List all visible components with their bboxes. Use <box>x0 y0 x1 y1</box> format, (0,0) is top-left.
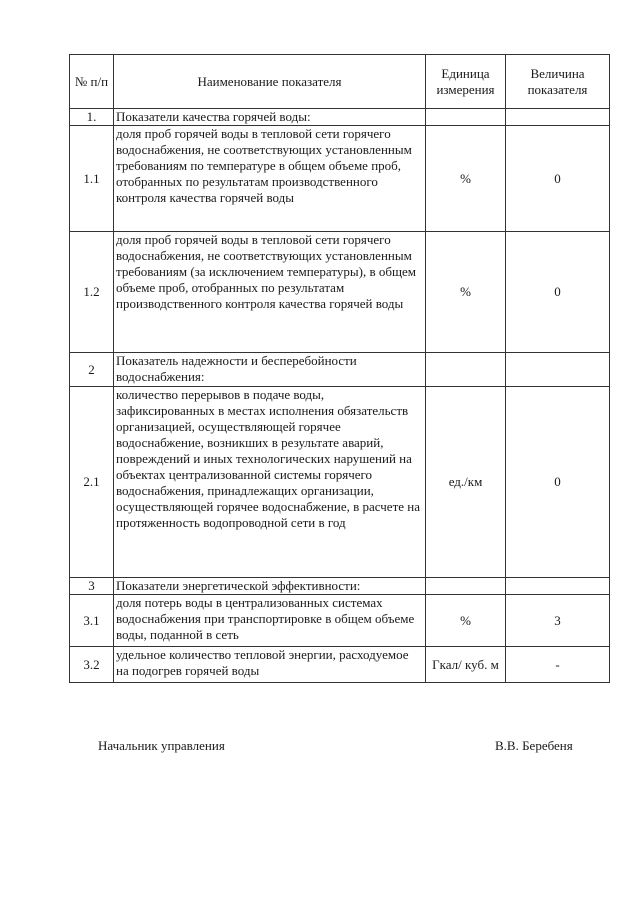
row-name: удельное количество тепловой энергии, расходуемое на подогрев горячей воды <box>114 647 426 683</box>
row-name: доля проб горячей воды в тепловой сети горячего водоснабжения, не соответствующих установленным требованиям по температуре в общем объеме проб, отобранных по результатам производственного контроля качества горячей воды <box>114 126 426 232</box>
table-header-row <box>70 55 610 109</box>
table-row <box>70 578 610 595</box>
row-num: 2 <box>70 353 114 387</box>
row-name: Показатели качества горячей воды: <box>114 109 426 126</box>
row-unit: % <box>426 232 506 353</box>
row-unit <box>426 578 506 595</box>
table-row <box>70 353 610 387</box>
row-unit <box>426 109 506 126</box>
row-num: 2.1 <box>70 387 114 578</box>
row-unit <box>426 353 506 387</box>
row-num: 3 <box>70 578 114 595</box>
table-row <box>70 126 610 232</box>
header-unit: Единица измерения <box>426 55 506 109</box>
table-row <box>70 595 610 647</box>
table-row <box>70 647 610 683</box>
row-num: 1.1 <box>70 126 114 232</box>
row-unit: ед./км <box>426 387 506 578</box>
signature-position: Начальник управления <box>98 738 225 753</box>
indicators-table <box>69 54 610 683</box>
row-value: 0 <box>506 232 610 353</box>
row-value: 3 <box>506 595 610 647</box>
header-num: № п/п <box>70 55 114 109</box>
row-unit: % <box>426 126 506 232</box>
row-num: 1. <box>70 109 114 126</box>
row-name: количество перерывов в подаче воды, зафиксированных в местах исполнения обязательств организацией, осуществляющей горячее водоснабжение, возникших в результате аварий, повреждений и иных технологических нарушений на объектах централизованной системы горячего водоснабжения, принадлежащих организации, осуществляющей горячее водоснабжение, в расчете на протяженность водопроводной сети в год <box>114 387 426 578</box>
row-name: Показатель надежности и бесперебойности водоснабжения: <box>114 353 426 387</box>
row-unit: Гкал/ куб. м <box>426 647 506 683</box>
table-row <box>70 232 610 353</box>
row-num: 1.2 <box>70 232 114 353</box>
row-value <box>506 578 610 595</box>
row-value <box>506 353 610 387</box>
row-value <box>506 109 610 126</box>
row-name: Показатели энергетической эффективности: <box>114 578 426 595</box>
table-row <box>70 109 610 126</box>
row-value: - <box>506 647 610 683</box>
row-value: 0 <box>506 387 610 578</box>
row-num: 3.2 <box>70 647 114 683</box>
table-row <box>70 387 610 578</box>
header-value: Величина показателя <box>506 55 610 109</box>
signature-name: В.В. Беребеня <box>495 738 573 753</box>
row-name: доля потерь воды в централизованных системах водоснабжения при транспортировке в общем объеме воды, поданной в сеть <box>114 595 426 647</box>
row-value: 0 <box>506 126 610 232</box>
row-name: доля проб горячей воды в тепловой сети горячего водоснабжения, не соответствующих установленным требованиям (за исключением температуры), в общем объеме проб, отобранных по результатам производственного контроля качества горячей воды <box>114 232 426 353</box>
header-name: Наименование показателя <box>114 55 426 109</box>
row-num: 3.1 <box>70 595 114 647</box>
row-unit: % <box>426 595 506 647</box>
